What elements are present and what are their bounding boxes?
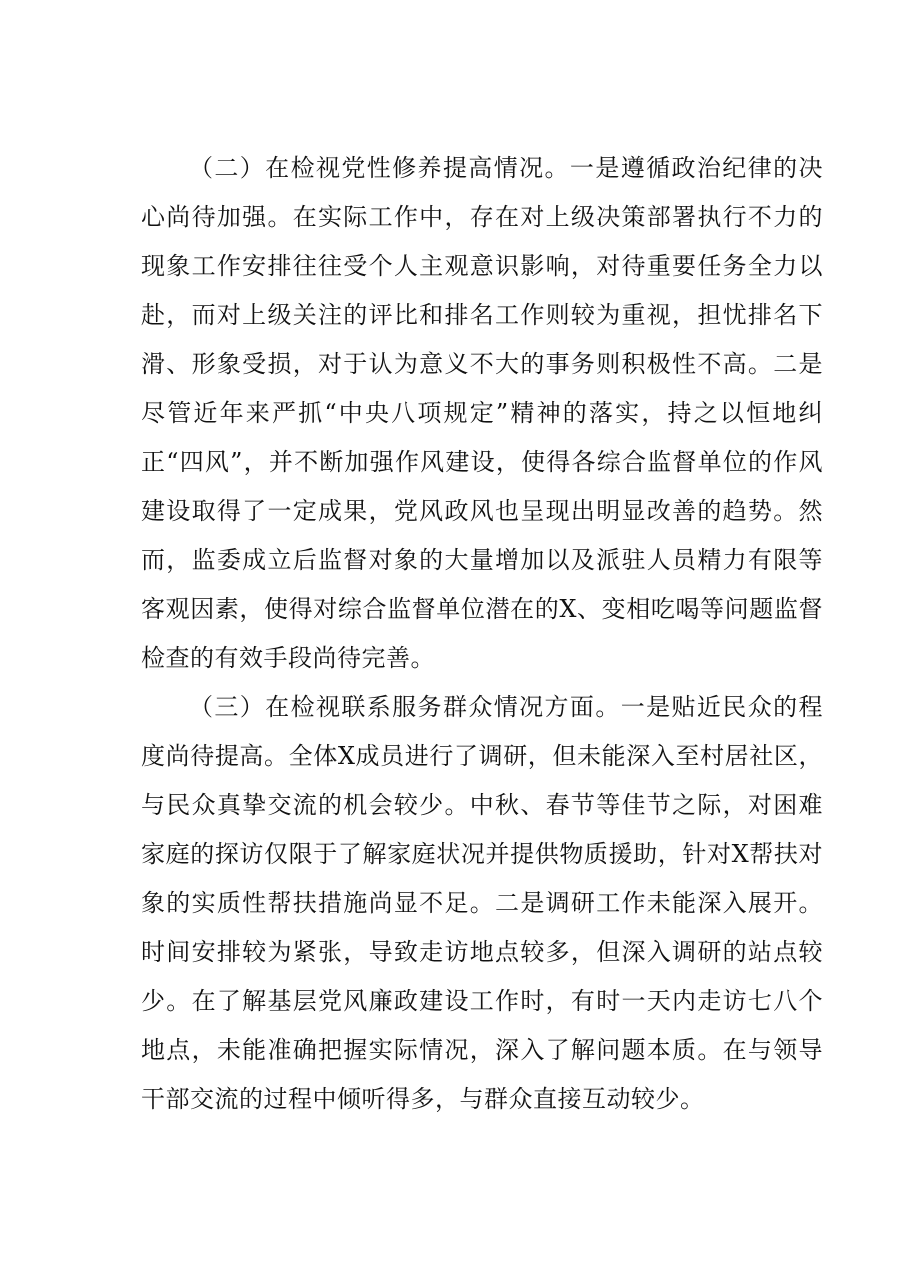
- paragraph-section-2: （二）在检视党性修养提高情况。一是遵循政治纪律的决心尚待加强。在实际工作中，存在对上级决策部署执行不力的现象工作安排往往受个人主观意识影响，对待重要任务全力以赴，而对上级关注的评比和排名工作则较为重视，担忧排名下滑、形象受损，对于认为意义不大的事务则积极性不高。二是尽管近年来严抓“中央八项规定”精神的落实，持之以恒地纠正“四风”，并不断加强作风建设，使得各综合监督单位的作风建设取得了一定成果，党风政风也呈现出明显改善的趋势。然而，监委成立后监督对象的大量增加以及派驻人员精力有限等客观因素，使得对综合监督单位潜在的X、变相吃喝等问题监督检查的有效手段尚待完善。: [141, 154, 823, 672]
- document-body: [141, 144, 823, 1124]
- paragraph-section-3: （三）在检视联系服务群众情况方面。一是贴近民众的程度尚待提高。全体X成员进行了调研，但未能深入至村居社区，与民众真挚交流的机会较少。中秋、春节等佳节之际，对困难家庭的探访仅限于了解家庭状况并提供物质援助，针对X帮扶对象的实质性帮扶措施尚显不足。二是调研工作未能深入展开。时间安排较为紧张，导致走访地点较多，但深入调研的站点较少。在了解基层党风廉政建设工作时，有时一天内走访七八个地点，未能准确把握实际情况，深入了解问题本质。在与领导干部交流的过程中倾听得多，与群众直接互动较少。: [141, 693, 823, 1113]
